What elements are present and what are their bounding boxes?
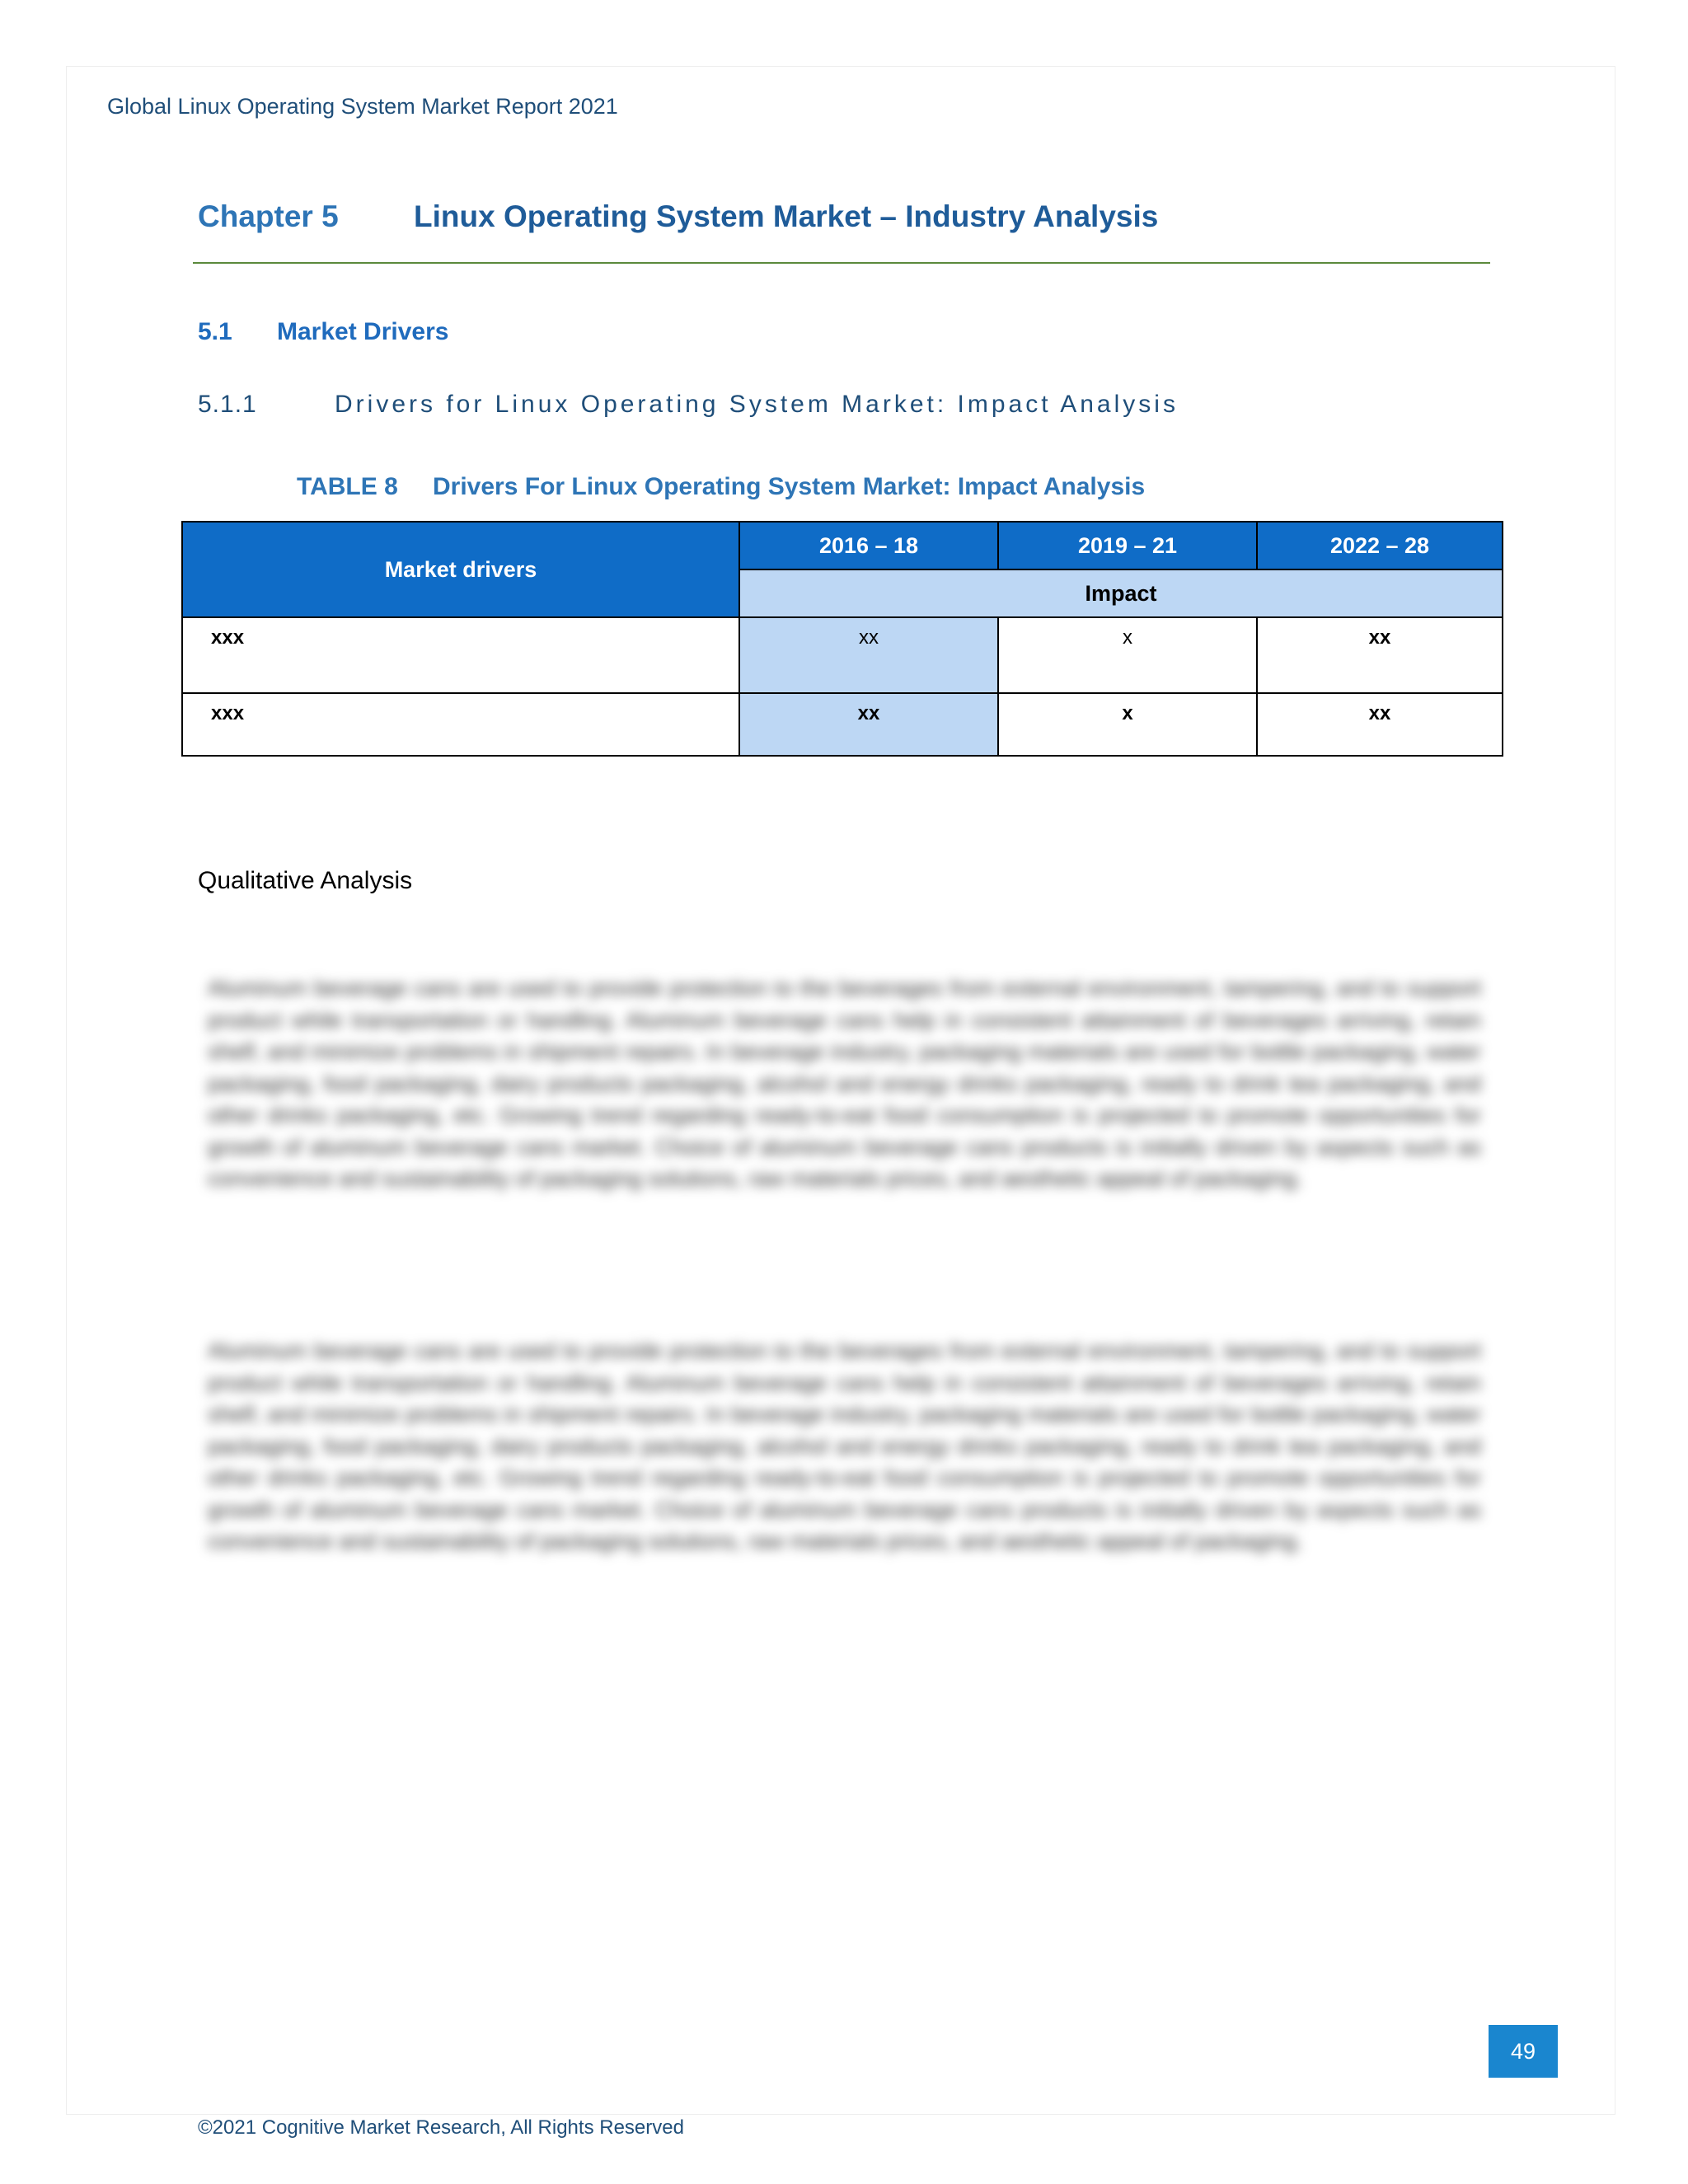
chapter-number: Chapter 5	[198, 199, 339, 233]
page-number-badge: 49	[1489, 2025, 1558, 2078]
subsection-heading	[198, 391, 1179, 419]
subsection-number: 5.1.1	[198, 391, 257, 418]
header-period-2: 2019 – 21	[998, 522, 1257, 569]
section-title: Market Drivers	[277, 318, 449, 345]
driver-cell: xxx	[182, 617, 739, 693]
value-cell: xx	[1257, 693, 1503, 756]
blurred-paragraph: Aluminum beverage cans are used to provide protection to the beverages from external environment, tampering, and to support product while transportation or handling. Aluminum beverage cans help in consistent attainment of beverages arriving, retain shelf, and minimize problems in shipment repairs. In beverage industry, packaging materials are used for bottle packaging, water packaging, food packaging, dairy products packaging, alcohol and energy drinks packaging, ready to drink tea packaging, and other drinks packaging, etc. Growing trend regarding ready-to-eat food consumption is projected to promote opportunities for growth of aluminum beverage cans market. Choice of aluminum beverage cans products is initially driven by aspects such as convenience and sustainability of packaging solutions, raw materials prices, and aesthetic appeal of packaging.	[208, 1338, 1481, 1554]
drivers-table	[181, 521, 1503, 757]
value-cell: xx	[739, 617, 998, 693]
table-number: TABLE 8	[297, 473, 398, 500]
value-cell: xx	[1257, 617, 1503, 693]
header-impact: Impact	[739, 569, 1503, 617]
header-period-3: 2022 – 28	[1257, 522, 1503, 569]
qualitative-heading: Qualitative Analysis	[198, 867, 413, 894]
running-header: Global Linux Operating System Market Report 2021	[107, 94, 618, 119]
section-number: 5.1	[198, 318, 232, 345]
table-row	[182, 617, 1503, 693]
table-caption	[297, 473, 1145, 501]
chapter-heading	[198, 199, 1158, 234]
header-market-drivers: Market drivers	[182, 522, 739, 617]
subsection-title: Drivers for Linux Operating System Market: Impact Analysis	[335, 391, 1179, 418]
footer-copyright: ©2021 Cognitive Market Research, All Rights Reserved	[198, 2116, 684, 2139]
table-row	[182, 693, 1503, 756]
table-title: Drivers For Linux Operating System Market: Impact Analysis	[433, 473, 1146, 500]
chapter-divider	[193, 262, 1490, 264]
value-cell: x	[998, 617, 1257, 693]
chapter-title: Linux Operating System Market – Industry Analysis	[414, 199, 1159, 233]
blurred-paragraph: Aluminum beverage cans are used to provide protection to the beverages from external environment, tampering, and to support product while transportation or handling. Aluminum beverage cans help in consistent attainment of beverages arriving, retain shelf, and minimize problems in shipment repairs. In beverage industry, packaging materials are used for bottle packaging, water packaging, food packaging, dairy products packaging, alcohol and energy drinks packaging, ready to drink tea packaging, and other drinks packaging, etc. Growing trend regarding ready-to-eat food consumption is projected to promote opportunities for growth of aluminum beverage cans market. Choice of aluminum beverage cans products is initially driven by aspects such as convenience and sustainability of packaging solutions, raw materials prices, and aesthetic appeal of packaging.	[208, 976, 1481, 1191]
value-cell: xx	[739, 693, 998, 756]
value-cell: x	[998, 693, 1257, 756]
driver-cell: xxx	[182, 693, 739, 756]
section-heading	[198, 318, 448, 346]
header-period-1: 2016 – 18	[739, 522, 998, 569]
